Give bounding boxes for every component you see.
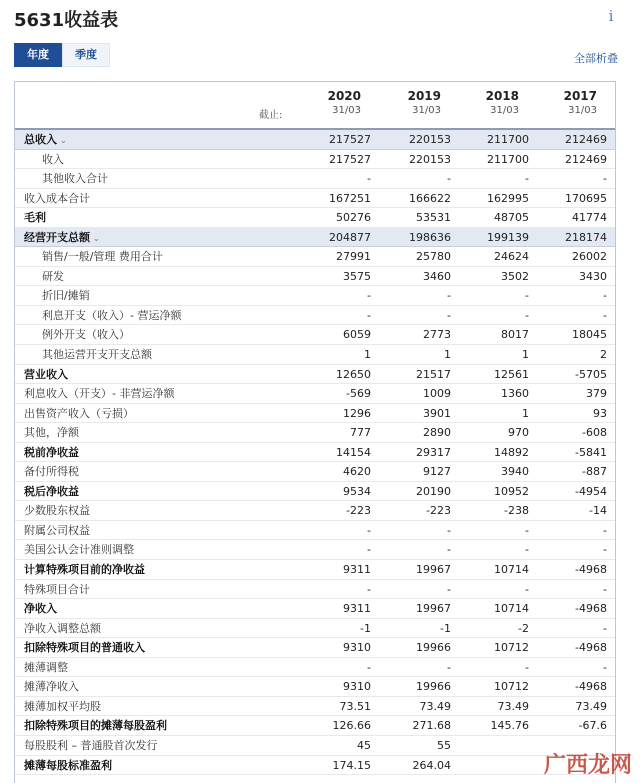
row-label-text: 计算特殊项目前的净收益 — [24, 563, 145, 577]
row-label-text: 附属公司权益 — [24, 523, 90, 537]
row-label — [24, 756, 112, 775]
cell-value: 145.76 — [490, 719, 529, 733]
cell-value: 199139 — [487, 230, 529, 244]
table-row — [15, 423, 615, 443]
cell-value: 73.49 — [575, 699, 607, 713]
column-2018 — [459, 89, 519, 116]
column-2017 — [537, 89, 597, 116]
table-row — [15, 521, 615, 541]
table-body — [15, 130, 615, 775]
cell-value: 9311 — [343, 602, 371, 616]
table-row — [15, 677, 615, 697]
cell-value: 2890 — [423, 426, 451, 440]
cell-value: 3460 — [423, 269, 451, 283]
cell-value: 10712 — [494, 680, 529, 694]
row-label-text: 利息收入（开支）- 非营运净额 — [24, 387, 175, 401]
row-label — [42, 267, 64, 286]
cell-value: 1 — [444, 348, 451, 362]
cell-value: 166622 — [409, 191, 451, 205]
cell-value: - — [525, 582, 529, 596]
cell-value: -4968 — [575, 602, 607, 616]
row-label-text: 销售/一般/管理 费用合计 — [42, 250, 163, 264]
cell-value: - — [603, 308, 607, 322]
cell-value: 8017 — [501, 328, 529, 342]
cell-value: - — [367, 289, 371, 303]
table-row — [15, 286, 615, 306]
cell-value: 55 — [437, 738, 451, 752]
column-date: 31/03 — [332, 105, 361, 116]
cell-value: 211700 — [487, 133, 529, 146]
table-row — [15, 697, 615, 717]
cell-value: -608 — [582, 426, 607, 440]
cell-value: 217527 — [329, 152, 371, 166]
row-label-text: 备付所得税 — [24, 465, 79, 479]
cell-value: -1 — [360, 621, 371, 635]
row-label — [42, 306, 181, 325]
row-label — [24, 130, 67, 150]
cell-value: 9311 — [343, 563, 371, 577]
column-year: 2018 — [485, 89, 519, 103]
table-row — [15, 638, 615, 658]
tab-annual[interactable]: 年度 — [14, 43, 62, 67]
row-label — [42, 325, 130, 344]
cell-value: 25780 — [416, 250, 451, 264]
row-label-text: 其他运营开支开支总额 — [42, 348, 152, 362]
row-label — [24, 189, 90, 208]
row-label-text: 折旧/摊销 — [42, 289, 90, 303]
table-row — [15, 580, 615, 600]
cell-value: - — [525, 543, 529, 557]
table-row — [15, 189, 615, 209]
row-label-text: 税前净收益 — [24, 445, 79, 459]
table-row — [15, 345, 615, 365]
cell-value: - — [525, 289, 529, 303]
cell-value: 1 — [364, 348, 371, 362]
cell-value: 220153 — [409, 133, 451, 146]
cell-value: 10952 — [494, 484, 529, 498]
row-label — [24, 228, 100, 248]
row-label-text: 例外开支（收入） — [42, 328, 130, 342]
cell-value: 48705 — [494, 211, 529, 225]
row-label-text: 摊薄每股标准盈利 — [24, 758, 112, 772]
table-row — [15, 736, 615, 756]
cell-value: 2 — [600, 348, 607, 362]
table-row — [15, 150, 615, 170]
cell-value: - — [603, 582, 607, 596]
cell-value: -5705 — [575, 367, 607, 381]
table-row — [15, 716, 615, 736]
row-label — [42, 169, 108, 188]
cell-value: 50276 — [336, 211, 371, 225]
cell-value: 1 — [522, 406, 529, 420]
row-label — [24, 384, 174, 403]
cell-value: 73.49 — [497, 699, 529, 713]
table-row — [15, 482, 615, 502]
row-label-text: 其他，净额 — [24, 426, 79, 440]
table-row — [15, 560, 615, 580]
cell-value: - — [603, 523, 607, 537]
row-label — [24, 404, 134, 423]
cell-value: - — [447, 172, 451, 186]
table-row — [15, 619, 615, 639]
row-label — [24, 658, 68, 677]
info-icon[interactable]: i — [608, 7, 614, 25]
cell-value: 198636 — [409, 230, 451, 244]
row-label-text: 美国公认会计准则调整 — [24, 543, 134, 557]
cell-value: 14892 — [494, 445, 529, 459]
cell-value: 217527 — [329, 133, 371, 146]
row-label — [24, 462, 79, 481]
cell-value: - — [525, 660, 529, 674]
cell-value: 3502 — [501, 269, 529, 283]
cell-value: - — [603, 543, 607, 557]
cell-value: 220153 — [409, 152, 451, 166]
row-label — [24, 638, 145, 657]
row-label — [24, 443, 79, 462]
cell-value: 1360 — [501, 387, 529, 401]
row-label — [24, 365, 68, 384]
cell-value: - — [447, 308, 451, 322]
table-header — [15, 82, 615, 130]
cell-value: 9534 — [343, 484, 371, 498]
cell-value: 174.15 — [332, 758, 371, 772]
cell-value: - — [603, 172, 607, 186]
row-label-text: 净收入调整总额 — [24, 621, 101, 635]
expand-all-link[interactable]: 全部析叠 — [574, 52, 618, 65]
table-row — [15, 306, 615, 326]
cell-value: 1296 — [343, 406, 371, 420]
row-label — [24, 560, 145, 579]
cell-value: 19967 — [416, 563, 451, 577]
row-label-text: 利息开支（收入）- 营运净额 — [42, 308, 182, 322]
row-label-text: 少数股东权益 — [24, 504, 90, 518]
cell-value: -14 — [589, 504, 607, 518]
row-label — [42, 247, 163, 266]
cell-value: 3940 — [501, 465, 529, 479]
cell-value: 126.66 — [332, 719, 371, 733]
row-label — [24, 540, 134, 559]
cell-value: 212469 — [565, 152, 607, 166]
table-row — [15, 462, 615, 482]
as-of-label: 截止: — [259, 110, 283, 121]
cell-value: 218174 — [565, 230, 607, 244]
cell-value: - — [447, 523, 451, 537]
row-label — [24, 423, 79, 442]
cell-value: 73.49 — [419, 699, 451, 713]
cell-value: -2 — [518, 621, 529, 635]
cell-value: -238 — [504, 504, 529, 518]
cell-value: 14154 — [336, 445, 371, 459]
cell-value: 379 — [586, 387, 607, 401]
row-label — [24, 521, 90, 540]
cell-value: - — [367, 660, 371, 674]
row-label-text: 扣除特殊项目的摊薄每股盈利 — [24, 719, 167, 733]
watermark-logo: 广西龙网 — [543, 753, 632, 778]
row-label — [24, 599, 57, 618]
cell-value: 212469 — [565, 133, 607, 146]
row-label — [42, 150, 64, 169]
cell-value: - — [447, 289, 451, 303]
row-label-text: 其他收入合计 — [42, 172, 108, 186]
chevron-down-icon[interactable]: ⌄ — [60, 136, 67, 145]
cell-value: 10712 — [494, 641, 529, 655]
row-label-text: 摊薄加权平均股 — [24, 699, 101, 713]
cell-value: 10714 — [494, 563, 529, 577]
table-row — [15, 384, 615, 404]
cell-value: -1 — [440, 621, 451, 635]
row-label — [24, 677, 79, 696]
cell-value: -5841 — [575, 445, 607, 459]
row-label-text: 扣除特殊项目的普通收入 — [24, 641, 145, 655]
cell-value: 271.68 — [412, 719, 451, 733]
cell-value: - — [447, 582, 451, 596]
cell-value: 167251 — [329, 191, 371, 205]
row-label — [24, 580, 90, 599]
cell-value: - — [525, 523, 529, 537]
cell-value: 162995 — [487, 191, 529, 205]
cell-value: 3575 — [343, 269, 371, 283]
row-label-text: 特殊项目合计 — [24, 582, 90, 596]
cell-value: - — [367, 582, 371, 596]
cell-value: - — [367, 523, 371, 537]
row-label-text: 税后净收益 — [24, 484, 79, 498]
cell-value: - — [447, 543, 451, 557]
cell-value: 4620 — [343, 465, 371, 479]
cell-value: 93 — [593, 406, 607, 420]
cell-value: - — [367, 172, 371, 186]
table-row — [15, 267, 615, 287]
row-label-text: 收入成本合计 — [24, 191, 90, 205]
row-label — [24, 619, 101, 638]
column-year: 2017 — [563, 89, 597, 103]
cell-value: 45 — [357, 738, 371, 752]
cell-value: 29317 — [416, 445, 451, 459]
cell-value: - — [603, 621, 607, 635]
cell-value: -4968 — [575, 563, 607, 577]
cell-value: - — [525, 308, 529, 322]
table-row — [15, 658, 615, 678]
cell-value: 9310 — [343, 641, 371, 655]
table-row — [15, 404, 615, 424]
row-label — [24, 208, 46, 227]
table-row — [15, 208, 615, 228]
column-date: 31/03 — [412, 105, 441, 116]
table-row — [15, 756, 615, 776]
cell-value: - — [603, 289, 607, 303]
cell-value: 9127 — [423, 465, 451, 479]
cell-value: 264.04 — [412, 758, 451, 772]
cell-value: 19966 — [416, 680, 451, 694]
cell-value: 73.51 — [339, 699, 371, 713]
cell-value: 21517 — [416, 367, 451, 381]
cell-value: -223 — [426, 504, 451, 518]
cell-value: 170695 — [565, 191, 607, 205]
cell-value: 19967 — [416, 602, 451, 616]
row-label-text: 摊薄调整 — [24, 660, 68, 674]
cell-value: 12650 — [336, 367, 371, 381]
cell-value: 777 — [350, 426, 371, 440]
row-label-text: 净收入 — [24, 602, 57, 616]
cell-value: -67.6 — [578, 719, 607, 733]
row-label-text: 每股股利 – 普通股首次发行 — [24, 738, 158, 752]
cell-value: 26002 — [572, 250, 607, 264]
row-label — [42, 345, 152, 364]
cell-value: 53531 — [416, 211, 451, 225]
cell-value: 20190 — [416, 484, 451, 498]
cell-value: 9310 — [343, 680, 371, 694]
row-label — [24, 482, 79, 501]
row-label-text: 营业收入 — [24, 367, 68, 381]
row-label — [24, 697, 101, 716]
cell-value: 2773 — [423, 328, 451, 342]
row-label-text: 收入 — [42, 152, 64, 166]
cell-value: - — [603, 660, 607, 674]
cell-value: 1 — [522, 348, 529, 362]
row-label-text: 毛利 — [24, 211, 46, 225]
column-year: 2020 — [327, 89, 361, 103]
cell-value: 3430 — [579, 269, 607, 283]
cell-value: -4968 — [575, 641, 607, 655]
cell-value: 12561 — [494, 367, 529, 381]
cell-value: 6059 — [343, 328, 371, 342]
cell-value: - — [447, 660, 451, 674]
column-year: 2019 — [407, 89, 441, 103]
cell-value: - — [367, 308, 371, 322]
cell-value: -4968 — [575, 680, 607, 694]
cell-value: -887 — [582, 465, 607, 479]
tab-quarterly[interactable]: 季度 — [62, 43, 110, 67]
cell-value: 211700 — [487, 152, 529, 166]
column-2019 — [381, 89, 441, 116]
row-label-text: 经营开支总额 — [24, 230, 90, 244]
table-row — [15, 443, 615, 463]
income-statement-table — [14, 81, 616, 783]
cell-value: -4954 — [575, 484, 607, 498]
table-row — [15, 599, 615, 619]
row-label — [42, 286, 90, 305]
row-label-text: 摊薄净收入 — [24, 680, 79, 694]
cell-value: 970 — [508, 426, 529, 440]
row-label — [24, 716, 167, 735]
cell-value: - — [525, 172, 529, 186]
table-row — [15, 325, 615, 345]
row-label-text: 研发 — [42, 269, 64, 283]
cell-value: 24624 — [494, 250, 529, 264]
cell-value: 1009 — [423, 387, 451, 401]
table-row — [15, 501, 615, 521]
row-label-text: 总收入 — [24, 133, 57, 146]
column-date: 31/03 — [490, 105, 519, 116]
row-label-text: 出售资产收入（亏损） — [24, 406, 134, 420]
cell-value: 204877 — [329, 230, 371, 244]
row-label — [24, 736, 158, 755]
cell-value: 41774 — [572, 211, 607, 225]
cell-value: -223 — [346, 504, 371, 518]
cell-value: 27991 — [336, 250, 371, 264]
cell-value: 3901 — [423, 406, 451, 420]
cell-value: -569 — [346, 387, 371, 401]
table-row — [15, 540, 615, 560]
row-label — [24, 501, 90, 520]
table-row — [15, 247, 615, 267]
cell-value: 19966 — [416, 641, 451, 655]
column-2020 — [301, 89, 361, 116]
cell-value: - — [367, 543, 371, 557]
table-row[interactable] — [15, 228, 615, 248]
table-row — [15, 169, 615, 189]
table-row[interactable] — [15, 130, 615, 150]
cell-value: 10714 — [494, 602, 529, 616]
page-title: 5631收益表 — [14, 10, 119, 31]
period-tabs — [14, 43, 110, 67]
cell-value: 18045 — [572, 328, 607, 342]
column-date: 31/03 — [568, 105, 597, 116]
chevron-down-icon[interactable]: ⌄ — [93, 233, 100, 243]
table-row — [15, 365, 615, 385]
